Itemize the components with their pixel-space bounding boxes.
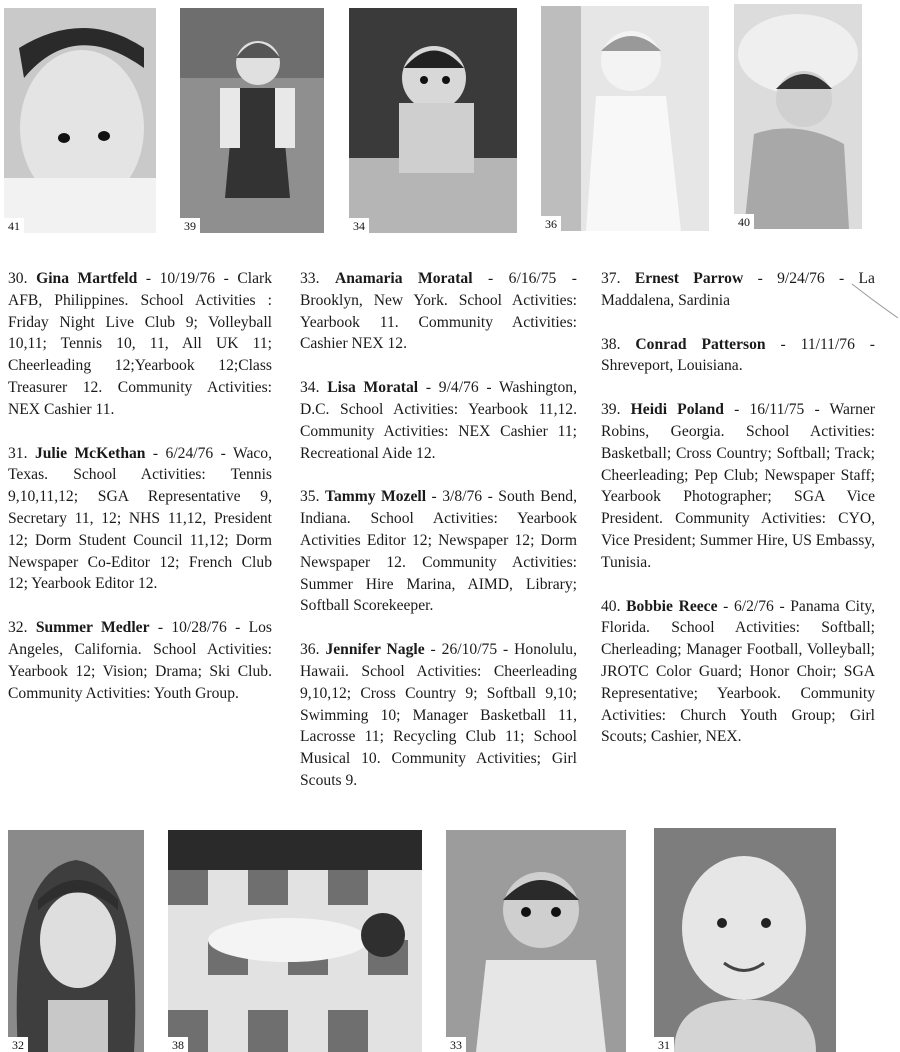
bio-entry: 33. Anamaria Moratal - 6/16/75 - Brooklyn, New York. School Activities: Yearbook 11. Community Activities: Cashier NEX 12.	[300, 270, 577, 353]
photo-34	[349, 8, 517, 233]
bio-entry: 30. Gina Martfeld - 10/19/76 - Clark AFB, Philippines. School Activities : Friday Night Live Club 9; Volleyball 10,11; Tennis 10, 11, All UK 11; Cheerleading 12;Yearbook 12;Class Treasurer 12. Community Activities: NEX Cashier 11.	[8, 270, 272, 418]
bio-entry: 31. Julie McKethan - 6/24/76 - Waco, Texas. School Activities: Tennis 9,10,11,12; SGA Representative 9, Secretary 11, 12; NHS 11,12, President 12; Dorm Student Council 11,12; Dorm Newspaper Co-Editor 12; French Club 12; Yearbook Editor 12.	[8, 444, 273, 593]
text-column-3	[601, 268, 875, 770]
photo-number-label: 41	[4, 218, 24, 233]
baby-smiling-image	[541, 6, 709, 231]
bio-entry: 40. Bobbie Reece - 6/2/76 - Panama City, Florida. School Activities: Softball; Cherleading; Manager Football, Volleyball; JROTC Color Guard; Honor Choir; SGA Representative; Yearbook. Community Activities: Church Youth Group; Girl Scouts; Cashier, NEX.	[601, 597, 875, 746]
student-name: Tammy Mozell	[325, 488, 427, 506]
bio-entry: 37. Ernest Parrow - 9/24/76 - La Maddalena, Sardinia	[601, 270, 875, 309]
student-name: Anamaria Moratal	[334, 270, 473, 287]
bio-entry: 39. Heidi Poland - 16/11/75 - Warner Robins, Georgia. School Activities: Basketball; Cross Country; Softball; Track; Cheerleading; Pep Club; Newspaper Staff; Yearbook Photographer; SGA Vice President. Community Activities: CYO, Vice President; Summer Hire, US Embassy, Tunisia.	[601, 401, 875, 571]
student-name: Heidi Poland	[630, 401, 724, 419]
photo-40	[734, 4, 862, 229]
text-column-1	[8, 268, 272, 726]
photo-number-label: 33	[446, 1037, 466, 1052]
bio-entry: 32. Summer Medler - 10/28/76 - Los Angeles, California. School Activities: Yearbook 12; Vision; Drama; Ski Club. Community Activities: Youth Group.	[8, 619, 272, 702]
photo-41	[4, 8, 156, 233]
photo-number-label: 40	[734, 214, 754, 229]
student-name: Summer Medler	[35, 619, 150, 637]
student-name: Lisa Moratal	[327, 379, 419, 397]
photo-32	[8, 830, 144, 1052]
bio-entry: 38. Conrad Patterson - 11/11/76 - Shreveport, Louisiana.	[601, 335, 875, 375]
photo-33	[446, 830, 626, 1052]
student-name: Ernest Parrow	[634, 270, 744, 287]
baby-on-quilt-image	[168, 830, 422, 1052]
bio-entry: 36. Jennifer Nagle - 26/10/75 - Honolulu, Hawaii. School Activities: Cheerleading 9,10,12; Cross Country 9; Softball 9,10; Swimming 10; Manager Basketball 11, Lacrosse 11; Recycling Club 11; School Musical 10. Community Activities; Girl Scouts 9.	[300, 641, 577, 789]
bio-entry: 35. Tammy Mozell - 3/8/76 - South Bend, Indiana. School Activities: Yearbook Activities Editor 12; Newspaper 12; Dorm Newspaper 12. Community Activities: Summer Hire Marina, AIMD, Library; Softball Scorekeeper.	[300, 488, 577, 615]
photo-number-label: 34	[349, 218, 369, 233]
decorative-stroke-mark	[850, 282, 900, 322]
student-name: Bobbie Reece	[626, 597, 718, 615]
student-name: Jennifer Nagle	[325, 641, 425, 659]
bio-entry: 34. Lisa Moratal - 9/4/76 - Washington, D.C. School Activities: Yearbook 11,12. Community Activities: NEX Cashier 11; Recreational Aide 12.	[300, 379, 577, 462]
photo-number-label: 36	[541, 216, 561, 231]
student-name: Julie McKethan	[34, 444, 146, 462]
baby-portrait-image	[4, 8, 156, 233]
photo-31	[654, 828, 836, 1052]
student-name: Conrad Patterson	[635, 335, 766, 353]
toddler-standing-image	[180, 8, 324, 233]
photo-36	[541, 6, 709, 231]
photo-number-label: 32	[8, 1037, 28, 1052]
photo-number-label: 38	[168, 1037, 188, 1052]
baby-portrait-image	[654, 828, 836, 1052]
photo-39	[180, 8, 324, 233]
photo-number-label: 31	[654, 1037, 674, 1052]
baby-on-blanket-image	[734, 4, 862, 229]
baby-crawling-image	[446, 830, 626, 1052]
photo-38	[168, 830, 422, 1052]
photo-number-label: 39	[180, 218, 200, 233]
girl-portrait-image	[8, 830, 144, 1052]
baby-sitting-image	[349, 8, 517, 233]
text-column-2	[300, 268, 577, 814]
student-name: Gina Martfeld	[36, 270, 138, 287]
